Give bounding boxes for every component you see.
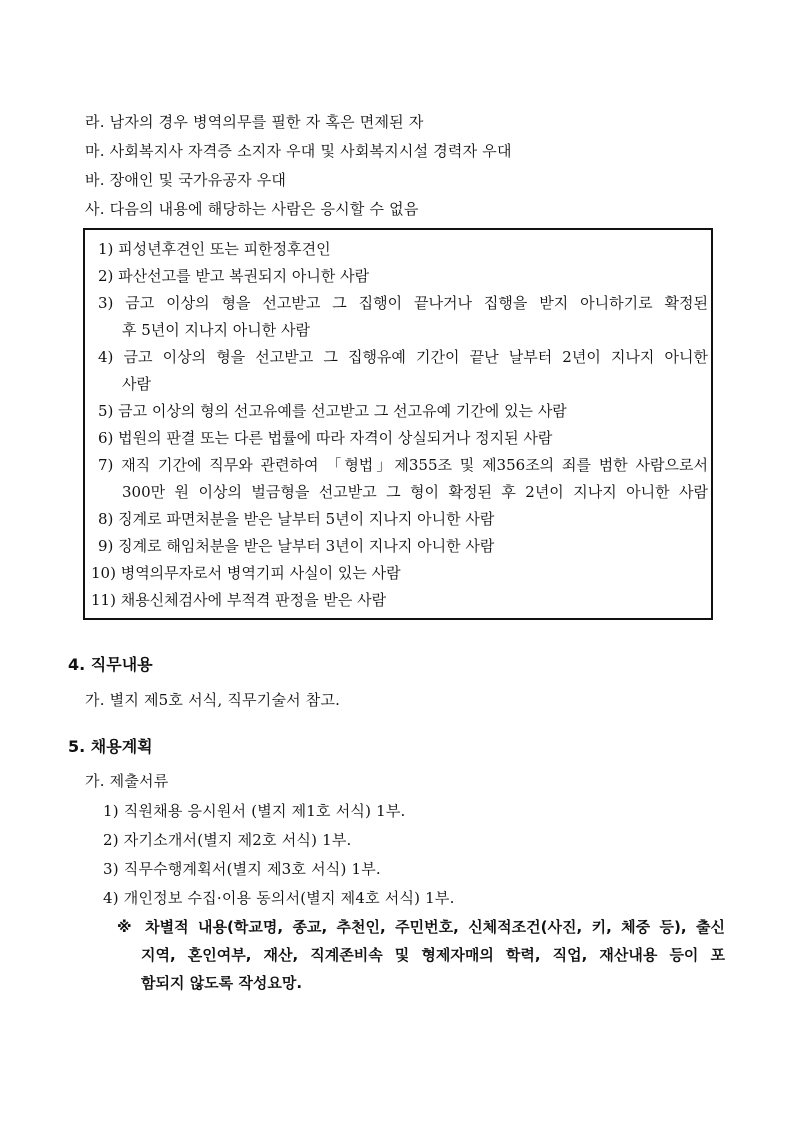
section-4-title: 4. 직무내용 (68, 655, 153, 674)
disq-item-3-text: 3) 금고 이상의 형을 선고받고 그 집행이 끝나거나 집행을 받지 아니하기로 확정된 (98, 294, 708, 312)
disq-item-7-text: 7) 재직 기간에 직무와 관련하여 「형법」제355조 및 제356조의 죄를 범한 사람으로서 (98, 456, 708, 474)
disq-item-4 (98, 347, 708, 367)
qualification-item-ba: 바. 장애인 및 국가유공자 우대 (85, 171, 287, 189)
document-item-1: 1) 직원채용 응시원서 (별지 제1호 서식) 1부. (103, 802, 406, 820)
disq-item-7 (98, 455, 708, 475)
disq-item-8: 8) 징계로 파면처분을 받은 날부터 5년이 지나지 아니한 사람 (98, 510, 495, 528)
qualification-item-ma: 마. 사회복지사 자격증 소지자 우대 및 사회복지시설 경력자 우대 (85, 142, 512, 160)
section-4-item: 가. 별지 제5호 서식, 직무기술서 참고. (85, 691, 341, 709)
note-line-1-text: ※ 차별적 내용(학교명, 종교, 추천인, 주민번호, 신체적조건(사진, 키, 체중 등), 출신 (117, 918, 725, 936)
disqualification-box (83, 228, 713, 620)
disq-item-1: 1) 피성년후견인 또는 피한정후견인 (98, 240, 331, 258)
note-line-2-text: 지역, 혼인여부, 재산, 직계존비속 및 형제자매의 학력, 직업, 재산내용 등이 포 (141, 946, 725, 964)
disq-item-7-cont-text: 300만 원 이상의 벌금형을 선고받고 그 형이 확정된 후 2년이 지나지 아니한 사람 (122, 483, 708, 501)
document-item-4: 4) 개인정보 수집·이용 동의서(별지 제4호 서식) 1부. (103, 889, 455, 907)
disq-item-10: 10) 병역의무자로서 병역기피 사실이 있는 사람 (91, 564, 401, 582)
document-item-2: 2) 자기소개서(별지 제2호 서식) 1부. (103, 831, 352, 849)
note-line-3: 함되지 않도록 작성요망. (141, 974, 303, 992)
section-5-title: 5. 채용계획 (68, 737, 153, 756)
disq-item-6: 6) 법원의 판결 또는 다른 법률에 따라 자격이 상실되거나 정지된 사람 (98, 429, 553, 447)
disq-item-4-cont: 사람 (122, 375, 151, 393)
disq-item-3 (98, 293, 708, 313)
disq-item-4-text: 4) 금고 이상의 형을 선고받고 그 집행유예 기간이 끝난 날부터 2년이 지나지 아니한 (98, 348, 708, 366)
disq-item-5: 5) 금고 이상의 형의 선고유예를 선고받고 그 선고유예 기간에 있는 사람 (98, 402, 567, 420)
qualification-item-sa: 사. 다음의 내용에 해당하는 사람은 응시할 수 없음 (85, 200, 419, 218)
disq-item-2: 2) 파산선고를 받고 복권되지 아니한 사람 (98, 267, 370, 285)
qualification-item-ra: 라. 남자의 경우 병역의무를 필한 자 혹은 면제된 자 (85, 113, 424, 131)
disq-item-11: 11) 채용신체검사에 부적격 판정을 받은 사람 (91, 591, 387, 609)
disq-item-7-cont (122, 482, 708, 502)
disq-item-3-cont: 후 5년이 지나지 아니한 사람 (122, 321, 311, 339)
note-line-2 (141, 945, 725, 965)
document-item-3: 3) 직무수행계획서(별지 제3호 서식) 1부. (103, 860, 381, 878)
section-5-subtitle: 가. 제출서류 (85, 772, 169, 790)
note-line-1 (117, 917, 725, 937)
disq-item-9: 9) 징계로 해임처분을 받은 날부터 3년이 지나지 아니한 사람 (98, 537, 495, 555)
